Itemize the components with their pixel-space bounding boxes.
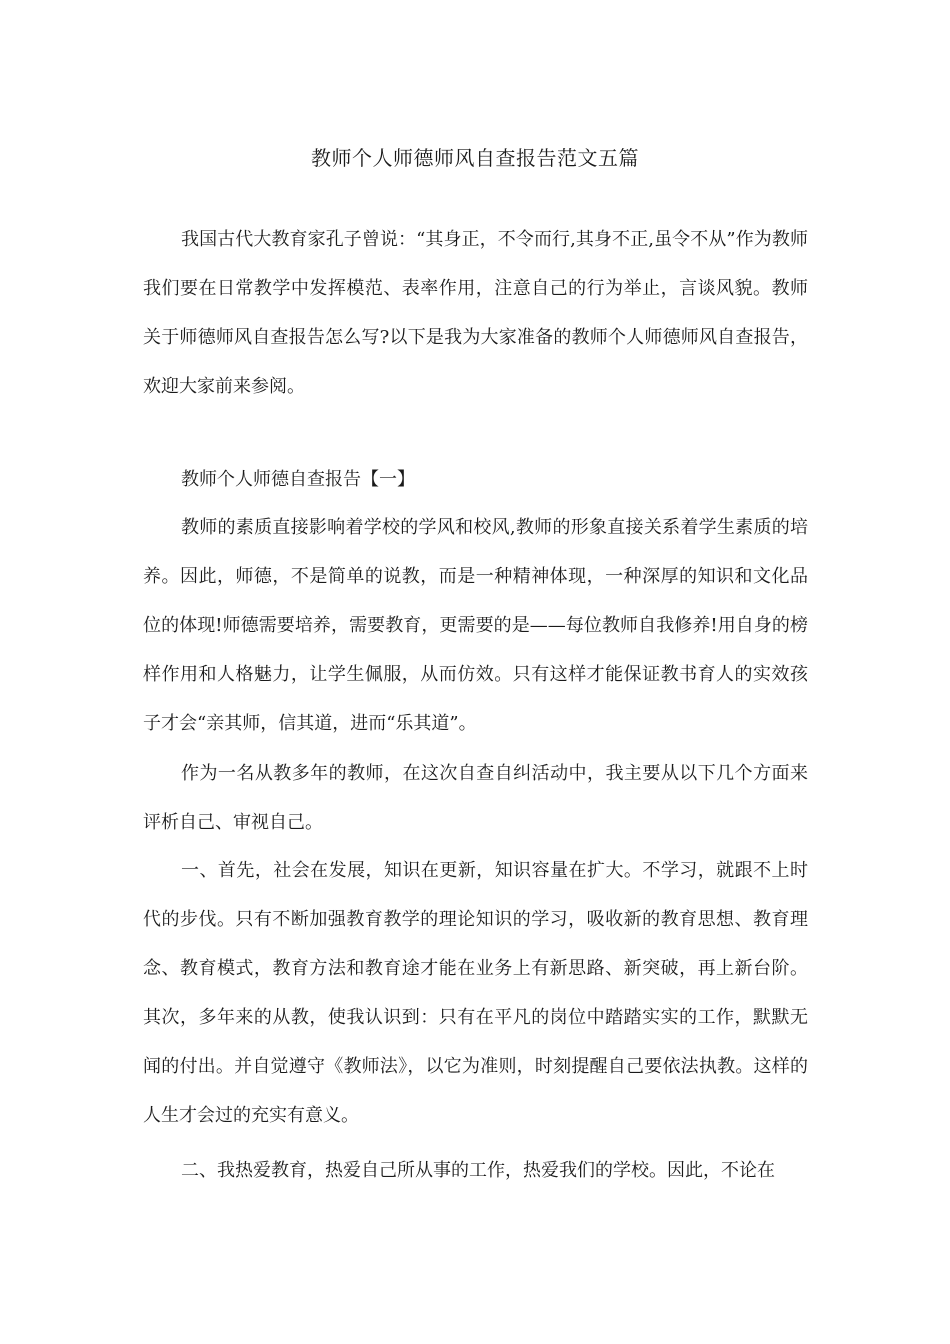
document-title: 教师个人师德师风自查报告范文五篇 — [311, 146, 639, 170]
body-paragraph: 教师的素质直接影响着学校的学风和校风,教师的形象直接关系着学生素质的培养。因此，师德，不是简单的说教，而是一种精神体现，一种深厚的知识和文化品位的体现!师德需要培养，需要教育，更需要的是——每位教师自我修养!用自身的榜样作用和人格魅力，让学生佩服，从而仿效。只有这样才能保证教书育人的实效孩子才会“亲其师，信其道，进而“乐其道”。 — [143, 517, 808, 734]
body-paragraph: 二、我热爱教育，热爱自己所从事的工作，热爱我们的学校。因此，不论在 — [181, 1160, 775, 1181]
section-heading: 教师个人师德自查报告【一】 — [181, 469, 415, 490]
intro-paragraph: 我国古代大教育家孔子曾说：“其身正，不令而行,其身不正,虽令不从”作为教师我们要在日常教学中发挥模范、表率作用，注意自己的行为举止，言谈风貌。教师关于师德师风自查报告怎么写?以下是我为大家准备的教师个人师德师风自查报告，欢迎大家前来参阅。 — [143, 229, 808, 397]
body-paragraph: 一、首先，社会在发展，知识在更新，知识容量在扩大。不学习，就跟不上时代的步伐。只有不断加强教育教学的理论知识的学习，吸收新的教育思想、教育理念、教育模式，教育方法和教育途才能在业务上有新思路、新突破，再上新台阶。其次，多年来的从教，使我认识到：只有在平凡的岗位中踏踏实实的工作，默默无闻的付出。并自觉遵守《教师法》，以它为准则，时刻提醒自己要依法执教。这样的人生才会过的充实有意义。 — [143, 860, 808, 1126]
body-paragraph: 作为一名从教多年的教师，在这次自查自纠活动中，我主要从以下几个方面来评析自己、审视自己。 — [143, 763, 808, 833]
